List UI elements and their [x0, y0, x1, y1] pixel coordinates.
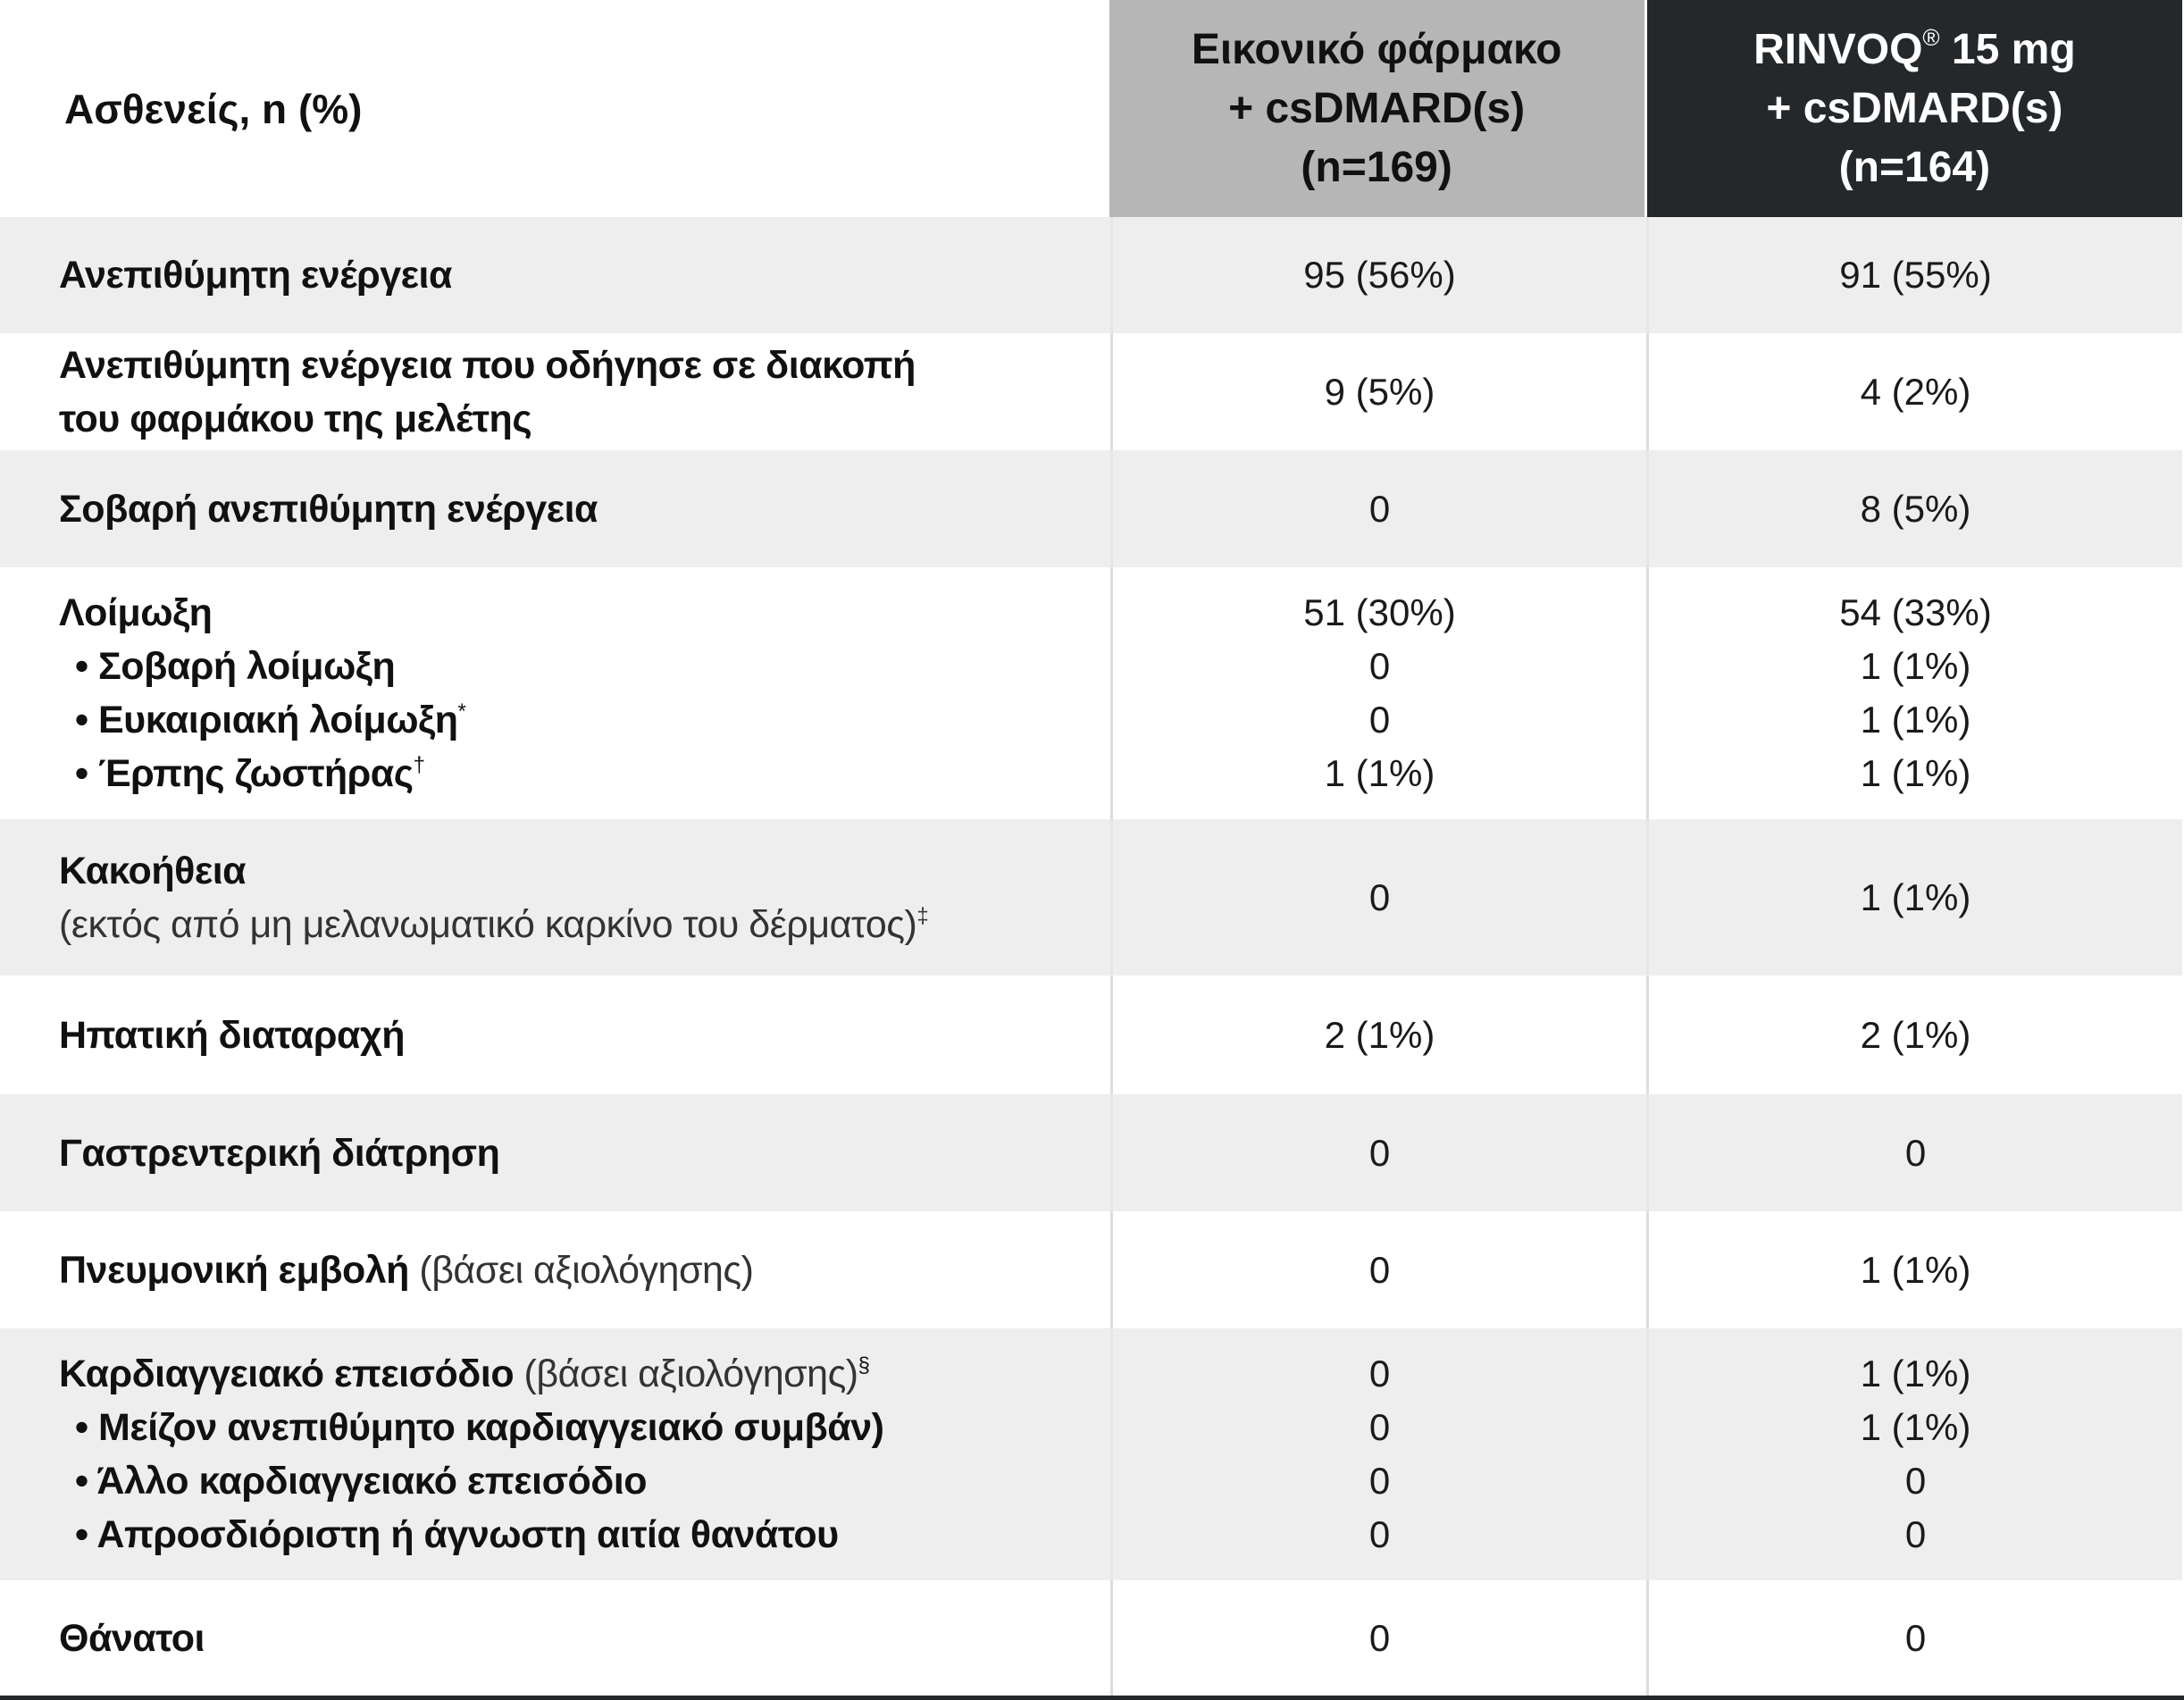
table-row-serious-adverse-event [0, 450, 2182, 567]
rinvoq-value: 0 [1646, 1580, 2182, 1696]
rinvoq-value: 0 [1646, 1094, 2182, 1211]
row-label: Θάνατοι [59, 1616, 205, 1660]
table-row-deaths [0, 1580, 2182, 1696]
row-label-note: (βάσει αξιολόγησης) [408, 1248, 754, 1292]
row-label-note [59, 898, 1110, 951]
row-label-main: Πνευμονική εμβολή [59, 1248, 409, 1292]
row-label: Σοβαρή ανεπιθύμητη ενέργεια [59, 487, 598, 531]
header-placebo-line2: + csDMARD(s) [1228, 84, 1526, 132]
table-row-hepatic-disorder [0, 976, 2182, 1094]
rinvoq-values [1646, 1328, 2182, 1580]
row-label: Ηπατική διαταραχή [59, 1013, 405, 1057]
row-label [0, 1211, 1110, 1328]
header-rinvoq-line1 [1753, 21, 2076, 80]
header-placebo-column [1109, 0, 1644, 217]
placebo-values [1110, 1328, 1646, 1580]
row-label: Ανεπιθύμητη ενέργεια [59, 254, 452, 297]
rinvoq-value: 1 (1%) [1860, 1406, 1971, 1448]
header-rinvoq-dose: 15 mg [1939, 25, 2076, 73]
placebo-value: 0 [1368, 1460, 1391, 1502]
placebo-value: 1 (1%) [1324, 752, 1435, 794]
placebo-value: 0 [1110, 1211, 1646, 1328]
rinvoq-value: 1 (1%) [1860, 699, 1971, 741]
placebo-value: 0 [1368, 699, 1391, 741]
placebo-value: 0 [1110, 450, 1646, 567]
rinvoq-value: 4 (2%) [1646, 333, 2182, 450]
placebo-value: 0 [1110, 1580, 1646, 1696]
row-label-inline [59, 1347, 1110, 1401]
subitem-serious-infection [59, 640, 1110, 693]
rinvoq-value: 0 [1904, 1513, 1927, 1555]
placebo-value: 0 [1368, 1352, 1391, 1394]
placebo-value: 0 [1368, 1513, 1391, 1555]
footnote-mark: ‡ [916, 903, 929, 928]
row-label [0, 333, 1110, 450]
placebo-value: 0 [1368, 1406, 1391, 1448]
table-header [0, 0, 2182, 217]
row-label-main: Κακοήθεια [59, 849, 247, 892]
header-rinvoq-line2: + csDMARD(s) [1766, 84, 2063, 132]
header-placebo-line1: Εικονικό φάρμακο [1191, 25, 1562, 73]
subitem-herpes-zoster [59, 747, 1110, 800]
table-row-adverse-event [0, 217, 2182, 333]
subitem-mace: • Μείζον ανεπιθύμητο καρδιαγγειακό συμβάν) [75, 1406, 884, 1449]
subitem-undetermined-death: • Απροσδιόριστη ή άγνωστη αιτία θανάτου [75, 1513, 839, 1556]
header-rinvoq-brand: RINVOQ [1753, 25, 1923, 73]
rinvoq-value: 2 (1%) [1646, 976, 2182, 1094]
registered-mark: ® [1922, 23, 1940, 51]
table-row-malignancy [0, 819, 2182, 976]
table-bottom-border [0, 1696, 2184, 1700]
row-label [0, 567, 1110, 819]
row-label-line1: Ανεπιθύμητη ενέργεια που οδήγησε σε διακοπή [59, 343, 916, 387]
rinvoq-value: 8 (5%) [1646, 450, 2182, 567]
placebo-value: 9 (5%) [1110, 333, 1646, 450]
rinvoq-value: 1 (1%) [1646, 1211, 2182, 1328]
header-rinvoq-column [1644, 0, 2182, 217]
header-placebo-line3: (n=169) [1301, 143, 1452, 191]
row-label-inline [59, 1244, 1110, 1297]
row-label-line2: του φαρμάκου της μελέτης [59, 397, 532, 440]
rinvoq-value: 0 [1904, 1460, 1927, 1502]
row-label: Γαστρεντερική διάτρηση [59, 1131, 500, 1175]
row-label [0, 819, 1110, 976]
table-row-cardiovascular-event [0, 1328, 2182, 1580]
row-label-note: (βάσει αξιολόγησης) [514, 1352, 858, 1395]
row-label [0, 1328, 1110, 1580]
table-row-gi-perforation [0, 1094, 2182, 1211]
placebo-value: 0 [1110, 819, 1646, 976]
placebo-value: 51 (30%) [1303, 591, 1456, 633]
footnote-mark: § [858, 1353, 870, 1378]
subitem-label: • Έρπης ζωστήρας [75, 752, 414, 795]
note-text: (εκτός από μη μελανωματικό καρκίνο του δέρματος) [59, 902, 917, 946]
subitem-opportunistic-infection [59, 693, 1110, 747]
rinvoq-value: 1 (1%) [1646, 819, 2182, 976]
rinvoq-value: 1 (1%) [1860, 752, 1971, 794]
rinvoq-value: 1 (1%) [1860, 645, 1971, 687]
placebo-values [1110, 567, 1646, 819]
subitem-label: • Ευκαιριακή λοίμωξη [75, 699, 458, 741]
row-label-main: Καρδιαγγειακό επεισόδιο [59, 1352, 515, 1395]
subitem-other-cv-event: • Άλλο καρδιαγγειακό επεισόδιο [75, 1460, 648, 1503]
rinvoq-value: 91 (55%) [1646, 217, 2182, 333]
placebo-value: 0 [1368, 645, 1391, 687]
header-rinvoq-line3: (n=164) [1838, 143, 1991, 191]
placebo-value: 95 (56%) [1110, 217, 1646, 333]
subitem-label: • Σοβαρή λοίμωξη [75, 645, 396, 688]
row-label-main: Λοίμωξη [59, 591, 213, 634]
footnote-mark: * [457, 699, 466, 724]
table-row-pulmonary-embolism [0, 1211, 2182, 1328]
rinvoq-value: 1 (1%) [1860, 1352, 1971, 1394]
placebo-value: 2 (1%) [1110, 976, 1646, 1094]
header-patients-label: Ασθενείς, n (%) [64, 85, 363, 132]
rinvoq-value: 54 (33%) [1839, 591, 1992, 633]
rinvoq-values [1646, 567, 2182, 819]
table-row-infection [0, 567, 2182, 819]
table-row-discontinuation [0, 333, 2182, 450]
footnote-mark: † [413, 753, 425, 777]
placebo-value: 0 [1110, 1094, 1646, 1211]
